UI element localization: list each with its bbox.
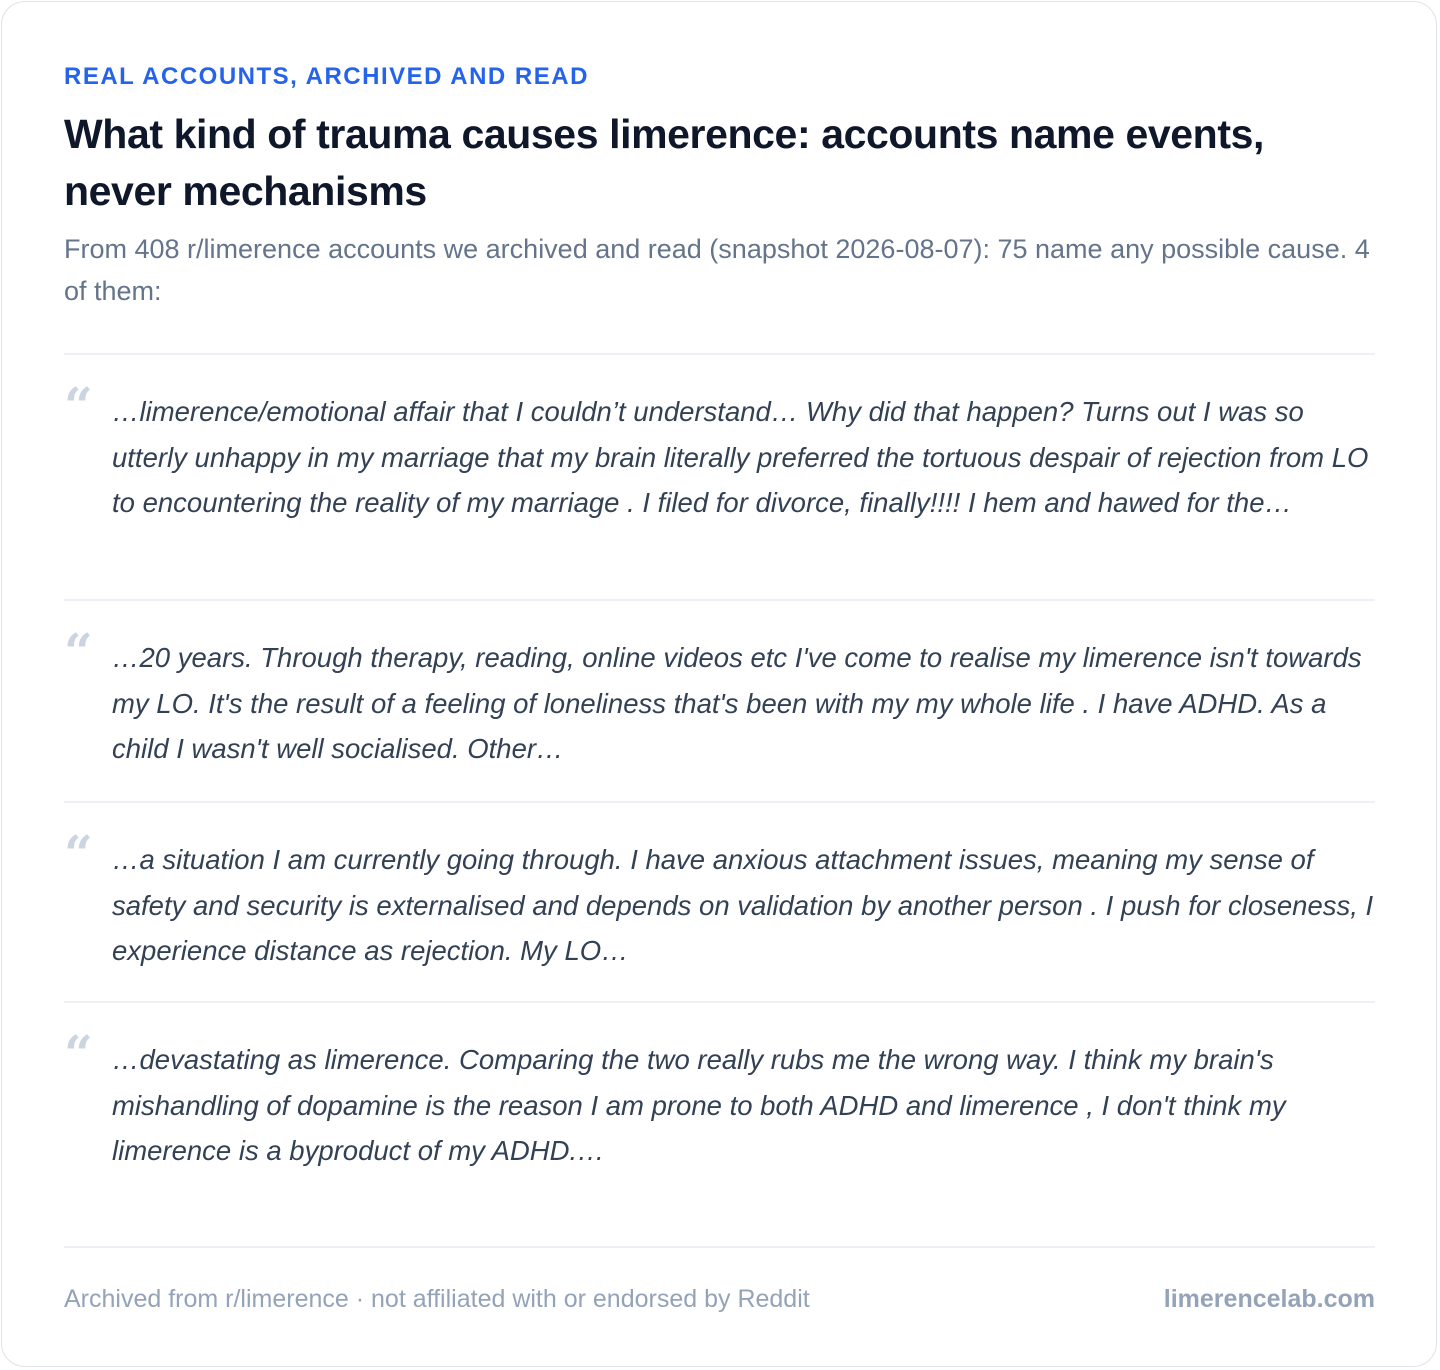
quote-text: …limerence/emotional affair that I couldn’t understand… Why did that happen? Turns out I was so utterly unhappy in my marriage that my brain literally preferred the tortuous despair of rejection from LO to encountering the reality of my marriage . I filed for divorce, finally!!!! I hem and hawed for the… — [112, 396, 1369, 518]
article-card — [1, 1, 1437, 1367]
card-content — [64, 2, 1375, 1366]
footer-disclaimer: Archived from r/limerence · not affiliated with or endorsed by Reddit — [64, 1285, 810, 1313]
quote-mark-icon: “ — [64, 376, 93, 435]
quote-text: …a situation I am currently going through. I have anxious attachment issues, meaning my sense of safety and security is externalised and depends on validation by another person . I push for closeness, I experience distance as rejection. My LO… — [112, 844, 1374, 966]
page-subtitle: From 408 r/limerence accounts we archived and read (snapshot 2026-08-07): 75 name any possible cause. 4 of them: — [64, 234, 1370, 306]
site-name: limerencelab.com — [1163, 1285, 1375, 1313]
quote-mark-icon: “ — [64, 622, 93, 681]
eyebrow-label: REAL ACCOUNTS, ARCHIVED AND READ — [64, 63, 589, 90]
page-title: What kind of trauma causes limerence: accounts name events, never mechanisms — [64, 111, 1264, 214]
divider — [64, 1001, 1375, 1003]
divider — [64, 353, 1375, 355]
divider — [64, 599, 1375, 601]
quote-mark-icon: “ — [64, 1024, 93, 1083]
divider — [64, 801, 1375, 803]
footer-divider — [64, 1246, 1375, 1248]
quote-mark-icon: “ — [64, 824, 93, 883]
quote-text: …20 years. Through therapy, reading, online videos etc I've come to realise my limerence isn't towards my LO. It's the result of a feeling of loneliness that's been with my my whole life . I have ADHD. As a child I wasn't well socialised. Other… — [112, 642, 1362, 764]
quote-text: …devastating as limerence. Comparing the two really rubs me the wrong way. I think my brain's mishandling of dopamine is the reason I am prone to both ADHD and limerence , I don't think my limerence is a byproduct of my ADHD.… — [112, 1044, 1286, 1166]
